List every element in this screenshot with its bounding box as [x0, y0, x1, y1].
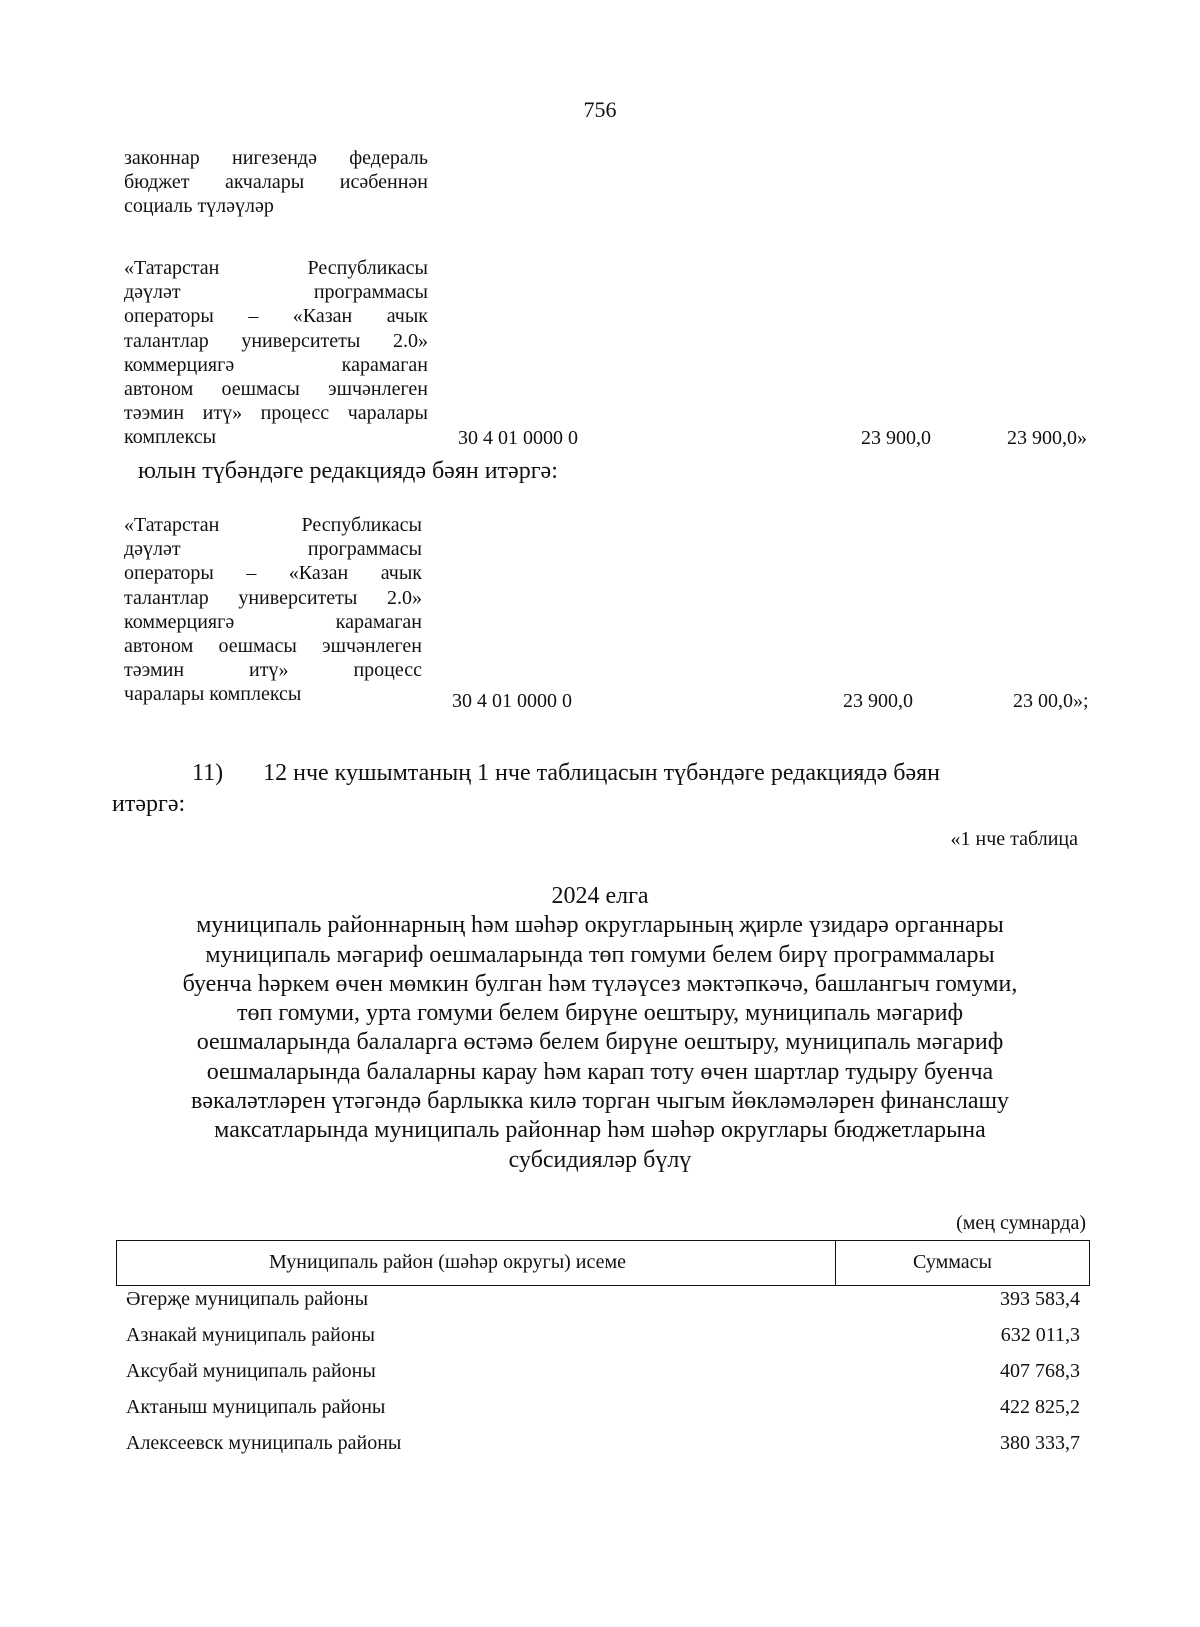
table-row-name: Алексеевск муниципаль районы: [126, 1432, 402, 1454]
text-line: дәүләт программасы: [124, 538, 422, 561]
unit-label: (мең сумнарда): [956, 1212, 1086, 1234]
text-line: комплексы: [124, 426, 217, 449]
table-label: «1 нче таблица: [950, 828, 1078, 850]
table-row-sum: 393 583,4: [1000, 1288, 1080, 1310]
text-line: чаралары комплексы: [124, 683, 302, 706]
title-line: максатларында муниципаль районнар һәм шәһәр округлары бюджетларына: [214, 1117, 986, 1144]
table-header: [116, 1240, 1090, 1286]
column-header-sum: Суммасы: [913, 1251, 992, 1273]
text-line: законнар нигезендә федераль: [124, 147, 428, 169]
title-line: субсидияләр бүлү: [508, 1146, 692, 1173]
budget-value-total: 23 900,0»: [1007, 427, 1087, 449]
title-line: оешмаларында балаларга өстәмә белем бирүне оештыру, муниципаль мәгариф: [196, 1029, 1004, 1056]
text-line: тәэмин итү» процесс чаралары: [124, 402, 428, 425]
title-line: муниципаль районнарның һәм шәһәр округларының җирле үзидарә органнары: [196, 912, 1004, 939]
table-row-sum: 407 768,3: [1000, 1360, 1080, 1382]
budget-item-old: [124, 256, 428, 450]
text-line: бюджет акчалары исәбеннән: [124, 171, 428, 194]
table-row-name: Актаныш муниципаль районы: [126, 1396, 386, 1418]
text-line: операторы – «Казан ачык: [124, 562, 422, 585]
budget-code: 30 4 01 0000 0: [458, 427, 578, 449]
title-year: 2024 елга: [551, 883, 649, 909]
text-line: автоном оешмасы эшчәнлеген: [124, 635, 422, 658]
table-row-name: Әгерҗе муниципаль районы: [126, 1288, 369, 1310]
item-11-paragraph: [192, 758, 1076, 788]
title-line: муниципаль мәгариф оешмаларында төп гомуми белем бирү программалары: [205, 941, 995, 968]
text-line: дәүләт программасы: [124, 281, 428, 304]
budget-value-2024: 23 900,0: [843, 690, 913, 712]
table-row-name: Аксубай муниципаль районы: [126, 1360, 376, 1382]
item-text: 12 нче кушымтаның 1 нче таблицасын түбәндәге редакциядә бәян: [263, 760, 941, 786]
budget-item-new: [124, 513, 422, 707]
table-row-sum: 380 333,7: [1000, 1432, 1080, 1454]
text-line: «Татарстан Республикасы: [124, 257, 428, 279]
title-line: оешмаларында балаларны карау һәм карап тоту өчен шартлар тудыру буенча: [206, 1058, 994, 1085]
item-number: 11): [192, 760, 224, 786]
title-line: буенча һәркем өчен мөмкин булган һәм түләүсез мәктәпкәчә, башлангыч гомуми,: [182, 970, 1018, 997]
text-line: талантлар университеты 2.0»: [124, 586, 422, 609]
title-line: төп гомуми, урта гомуми белем бирүне оештыру, муниципаль мәгариф: [237, 1000, 963, 1027]
budget-code: 30 4 01 0000 0: [452, 690, 572, 712]
table-row-sum: 632 011,3: [1000, 1324, 1080, 1346]
text-line: коммерциягә карамаган: [124, 610, 422, 633]
title-line: вәкаләтләрен үтәгәндә барлыкка килә торган чыгым йөкләмәләрен финанслашу: [191, 1088, 1009, 1115]
text-line: тәэмин итү» процесс: [124, 659, 422, 682]
page-number: 756: [583, 97, 617, 122]
item-11-continuation: итәргә:: [112, 791, 186, 817]
table-title: [120, 882, 1080, 1175]
text-line: талантлар университеты 2.0»: [124, 329, 428, 352]
table-row-name: Азнакай муниципаль районы: [126, 1324, 375, 1346]
text-line: автоном оешмасы эшчәнлеген: [124, 378, 428, 401]
text-line: «Татарстан Республикасы: [124, 514, 422, 536]
budget-value-2024: 23 900,0: [861, 427, 931, 449]
column-header-name: Муниципаль район (шәһәр округы) исеме: [269, 1251, 627, 1273]
column-divider: [835, 1241, 836, 1285]
text-line: коммерциягә карамаган: [124, 353, 428, 376]
text-line: операторы – «Казан ачык: [124, 305, 428, 328]
lead-in-text: юлын түбәндәге редакциядә бәян итәргә:: [138, 458, 558, 484]
text-line: социаль түләүләр: [124, 195, 274, 218]
budget-value-total: 23 00,0»;: [1013, 690, 1089, 712]
table-row-sum: 422 825,2: [1000, 1396, 1080, 1418]
budget-item-continuation: [124, 146, 428, 219]
